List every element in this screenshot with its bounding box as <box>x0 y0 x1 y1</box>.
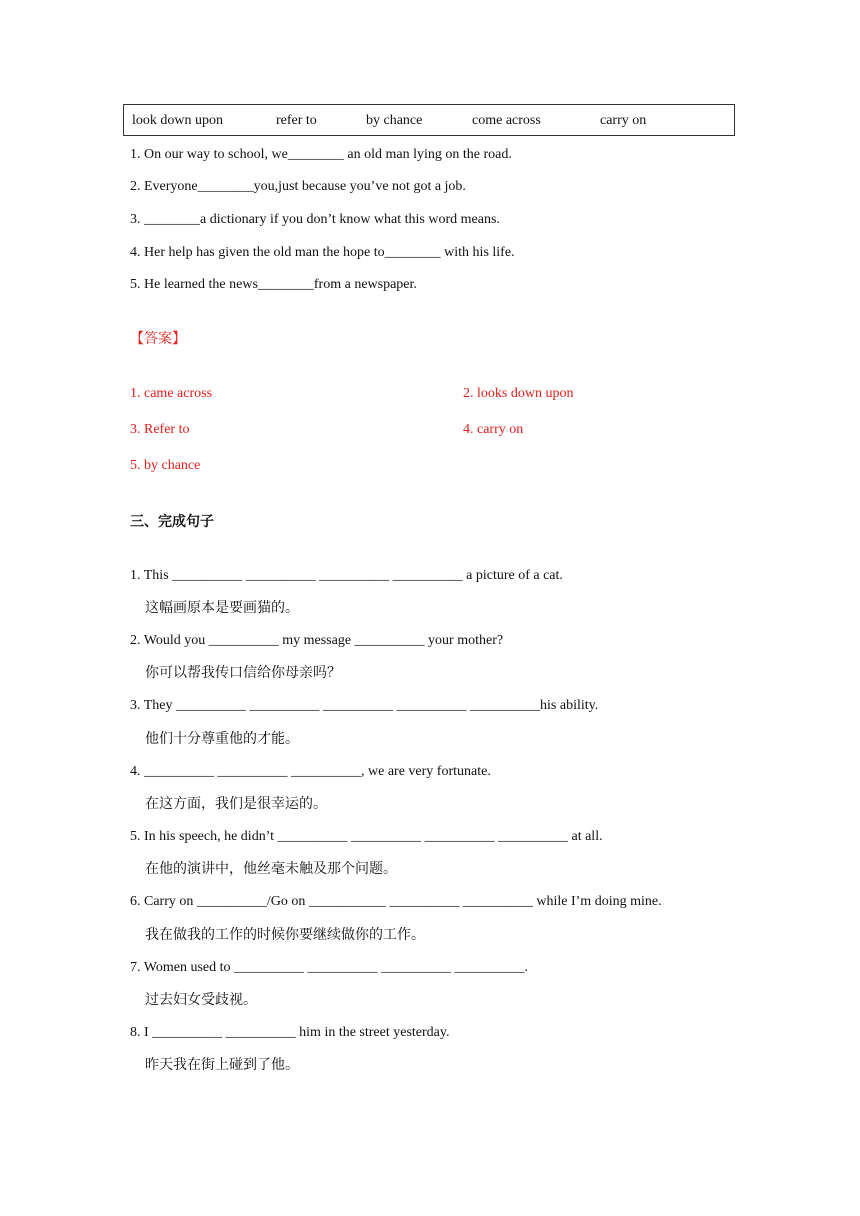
exercise-question: 2. Everyone________you,just because you’ve not got a job. <box>130 179 466 194</box>
sentence-english: 7. Women used to __________ __________ __________ __________. <box>130 960 528 975</box>
sentence-chinese: 你可以帮我传口信给你母亲吗？ <box>145 665 341 681</box>
sentence-english: 3. They __________ __________ __________ __________ __________his ability. <box>130 698 599 713</box>
word-bank-item: come across <box>472 113 541 128</box>
exercise-question: 5. He learned the news________from a newspaper. <box>130 277 417 292</box>
sentence-english: 2. Would you __________ my message __________ your mother? <box>130 633 504 648</box>
sentence-english: 1. This __________ __________ __________ __________ a picture of a cat. <box>130 568 563 583</box>
sentence-english: 5. In his speech, he didn’t __________ __________ __________ __________ at all. <box>130 829 603 844</box>
answer-item: 1. came across <box>130 386 213 401</box>
word-bank-item: by chance <box>366 113 423 128</box>
exercise-question: 1. On our way to school, we________ an old man lying on the road. <box>130 147 512 162</box>
sentence-english: 4. __________ __________ __________, we are very fortunate. <box>130 764 491 779</box>
answer-item: 3. Refer to <box>130 422 190 437</box>
answer-item: 4. carry on <box>463 422 524 437</box>
sentence-chinese: 在他的演讲中，他丝毫未触及那个问题。 <box>145 861 397 877</box>
word-bank-item: carry on <box>600 113 647 128</box>
answer-label: 【答案】 <box>130 331 186 347</box>
sentence-english: 8. I __________ __________ him in the street yesterday. <box>130 1025 450 1040</box>
sentence-chinese: 他们十分尊重他的才能。 <box>145 731 299 747</box>
answer-item: 2. looks down upon <box>463 386 574 401</box>
sentence-chinese: 我在做我的工作的时候你要继续做你的工作。 <box>145 927 425 943</box>
sentence-english: 6. Carry on __________/Go on ___________ __________ __________ while I’m doing mine. <box>130 894 662 909</box>
sentence-chinese: 这幅画原本是要画猫的。 <box>145 600 299 616</box>
word-bank-item: refer to <box>276 113 317 128</box>
exercise-question: 3. ________a dictionary if you don’t know what this word means. <box>130 212 500 227</box>
sentence-chinese: 昨天我在街上碰到了他。 <box>145 1057 299 1073</box>
exercise-question: 4. Her help has given the old man the hope to________ with his life. <box>130 245 515 260</box>
sentence-chinese: 过去妇女受歧视。 <box>145 992 257 1008</box>
word-bank-box <box>123 104 735 136</box>
word-bank-item: look down upon <box>132 113 223 128</box>
sentence-chinese: 在这方面，我们是很幸运的。 <box>145 796 327 812</box>
answer-item: 5. by chance <box>130 458 201 473</box>
section-heading: 三、完成句子 <box>130 514 214 530</box>
